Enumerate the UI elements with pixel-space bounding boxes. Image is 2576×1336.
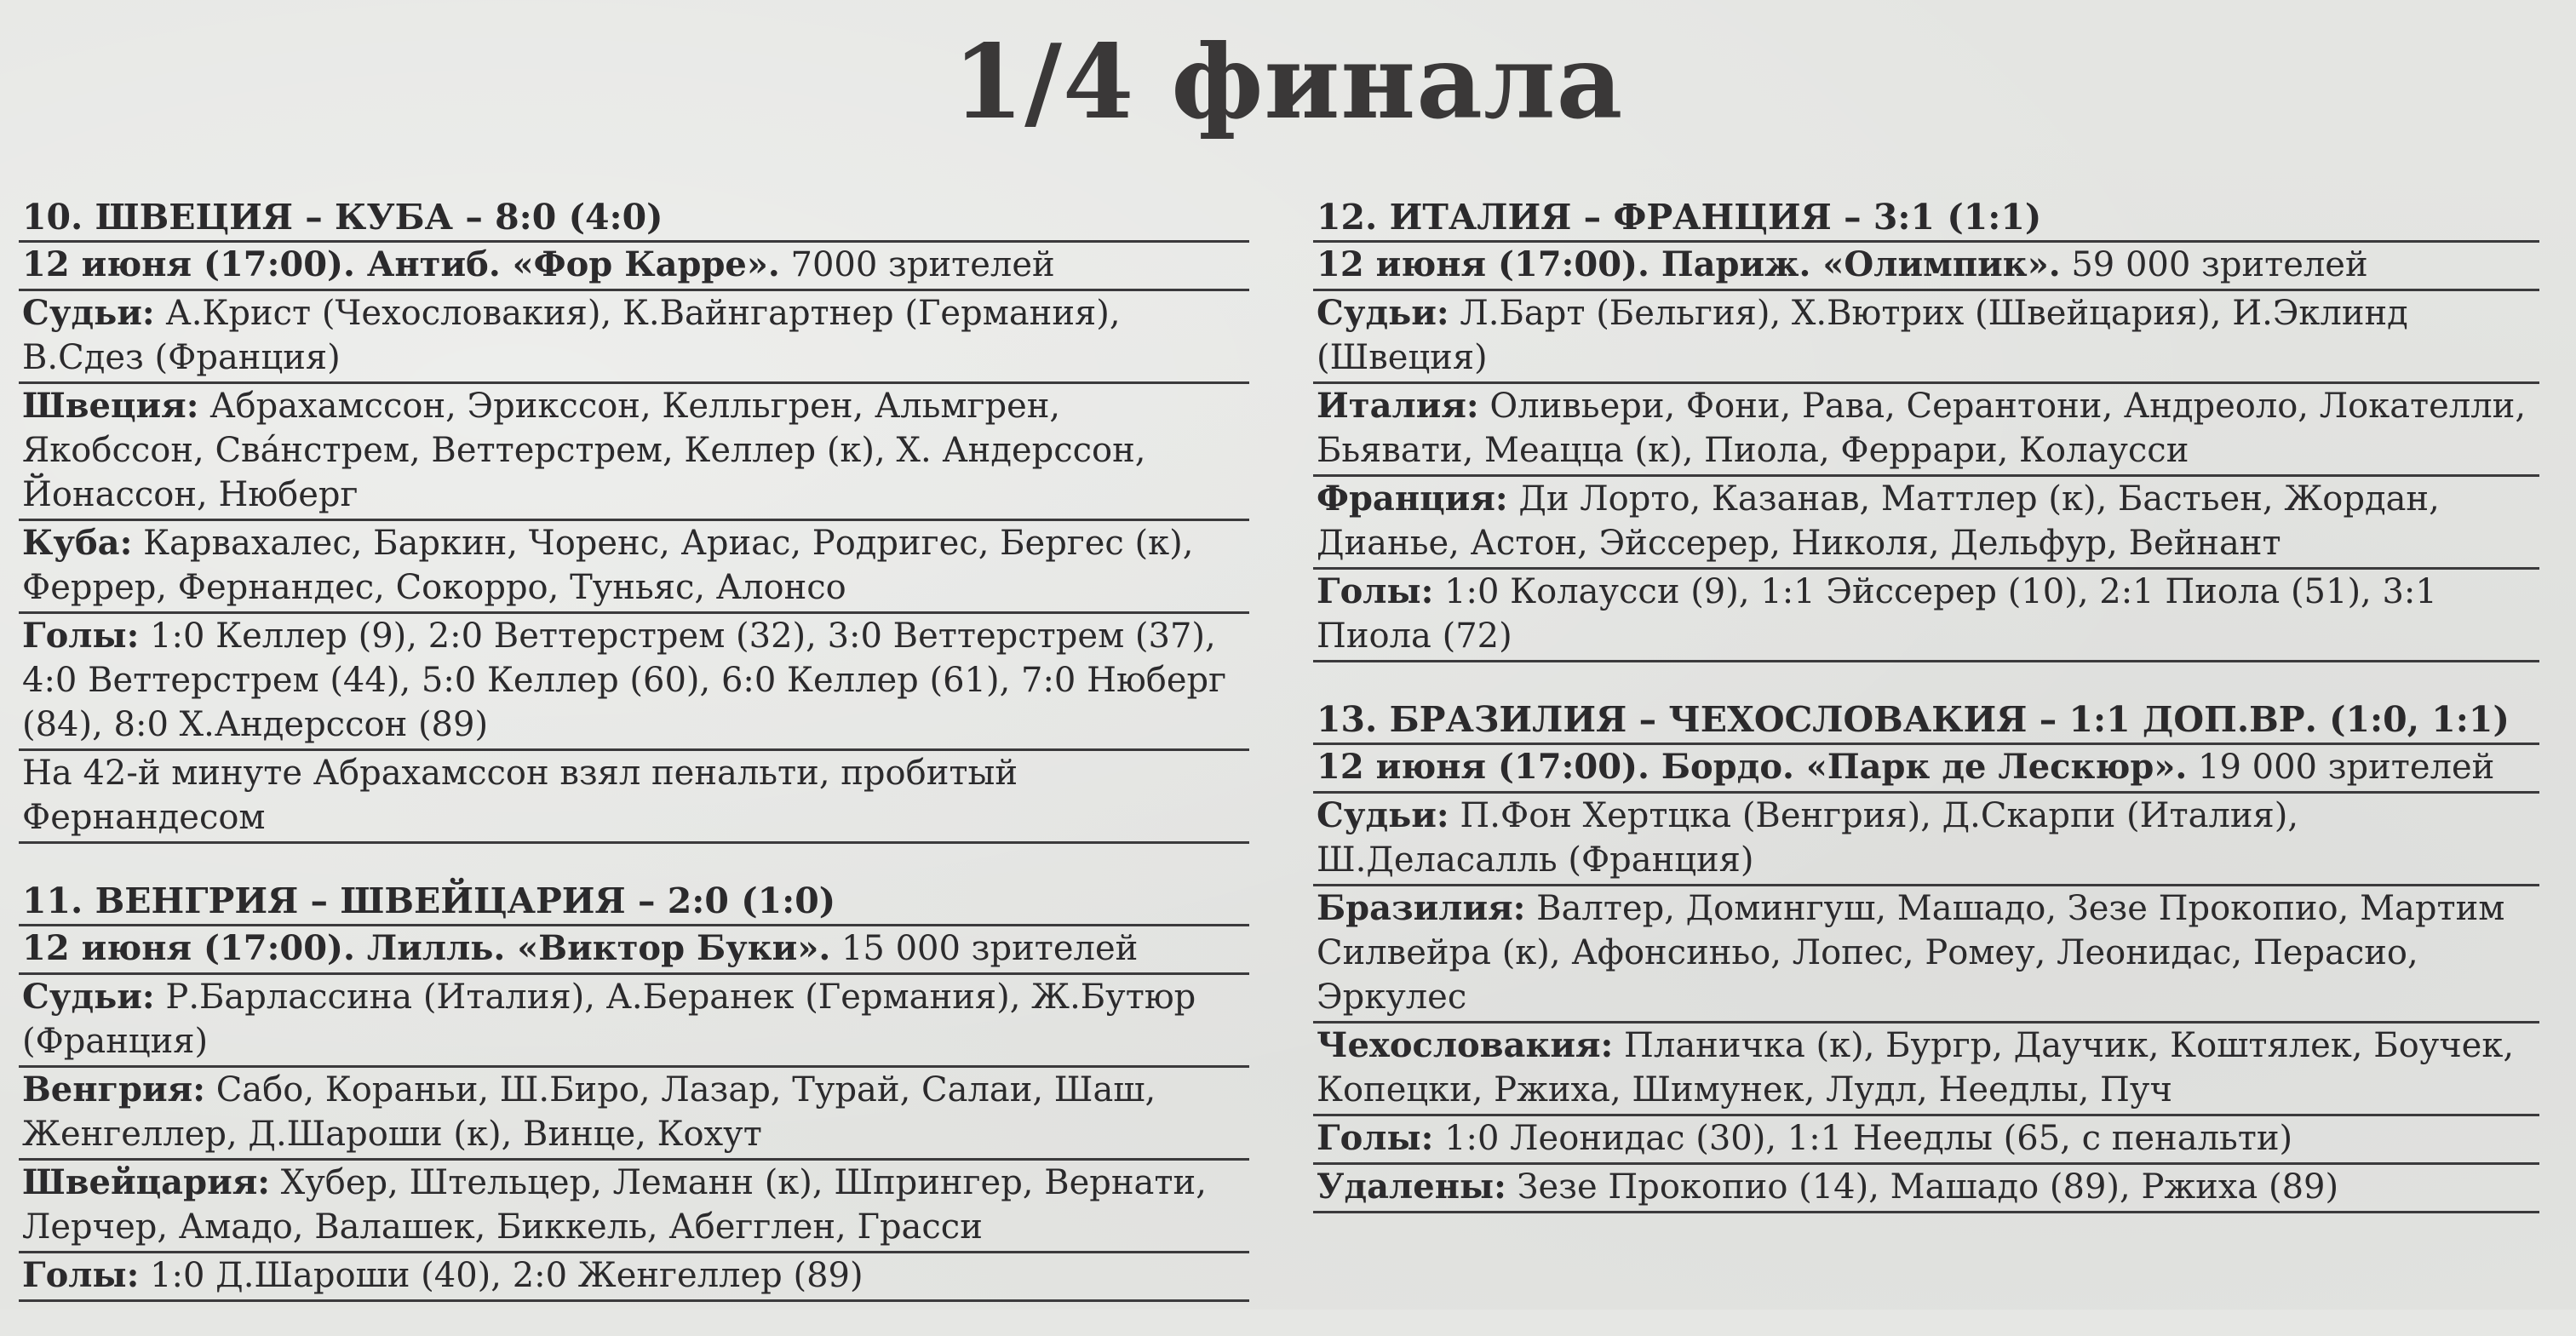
match-venue: 12 июня (17:00). Париж. «Олимпик». 59 000 зрителей bbox=[1313, 243, 2539, 291]
page-title: 1/4 финала bbox=[952, 22, 1624, 142]
team-lineup-sweden: Швеция: Абрахамссон, Эрикссон, Келльгрен, Альмгрен, Якобссон, Свáнстрем, Веттерстрем, Келлер (к), Х. Андерссон, Йонассон, Нюберг bbox=[19, 384, 1249, 521]
match-referees: Судьи: Л.Барт (Бельгия), Х.Вютрих (Швейцария), И.Эклинд (Швеция) bbox=[1313, 291, 2539, 384]
match-12 bbox=[1313, 194, 2539, 662]
match-referees: Судьи: П.Фон Хертцка (Венгрия), Д.Скарпи (Италия), Ш.Деласалль (Франция) bbox=[1313, 794, 2539, 886]
match-goals: Голы: 1:0 Леонидас (30), 1:1 Неедлы (65, с пенальти) bbox=[1313, 1116, 2539, 1165]
match-sent-off: Удалены: Зезе Прокопио (14), Машадо (89), Ржиха (89) bbox=[1313, 1165, 2539, 1213]
match-heading: 10. ШВЕЦИЯ – КУБА – 8:0 (4:0) bbox=[19, 194, 1249, 243]
left-column bbox=[19, 194, 1249, 1336]
match-venue: 12 июня (17:00). Лилль. «Виктор Буки». 15 000 зрителей bbox=[19, 926, 1249, 975]
match-10 bbox=[19, 194, 1249, 844]
match-heading: 11. ВЕНГРИЯ – ШВЕЙЦАРИЯ – 2:0 (1:0) bbox=[19, 878, 1249, 926]
match-referees: Судьи: А.Крист (Чехословакия), К.Вайнгартнер (Германия), В.Сдез (Франция) bbox=[19, 291, 1249, 384]
team-lineup-brazil: Бразилия: Валтер, Домингуш, Машадо, Зезе Прокопио, Мартим Силвейра (к), Афонсиньо, Лопес, Ромеу, Леонидас, Перасио, Эркулес bbox=[1313, 886, 2539, 1024]
match-note: На 42-й минуте Абрахамссон взял пенальти, пробитый Фернандесом bbox=[19, 751, 1249, 844]
team-lineup-hungary: Венгрия: Сабо, Кораньи, Ш.Биро, Лазар, Турай, Салаи, Шаш, Женгеллер, Д.Шароши (к), Винце, Кохут bbox=[19, 1068, 1249, 1161]
match-13 bbox=[1313, 697, 2539, 1213]
match-11 bbox=[19, 878, 1249, 1302]
team-lineup-czechoslovakia: Чехословакия: Планичка (к), Бургр, Даучик, Коштялек, Боучек, Копецки, Ржиха, Шимунек, Лудл, Неедлы, Пуч bbox=[1313, 1024, 2539, 1116]
team-lineup-cuba: Куба: Карвахалес, Баркин, Чоренс, Ариас, Родригес, Бергес (к), Феррер, Фернандес, Сокорро, Туньяс, Алонсо bbox=[19, 521, 1249, 614]
match-goals: Голы: 1:0 Келлер (9), 2:0 Веттерстрем (32), 3:0 Веттерстрем (37), 4:0 Веттерстрем (44), 5:0 Келлер (60), 6:0 Келлер (61), 7:0 Нюберг (84), 8:0 Х.Андерссон (89) bbox=[19, 614, 1249, 751]
match-goals: Голы: 1:0 Д.Шароши (40), 2:0 Женгеллер (89) bbox=[19, 1253, 1249, 1302]
right-column bbox=[1313, 194, 2539, 1247]
match-referees: Судьи: Р.Барлассина (Италия), А.Беранек (Германия), Ж.Бутюр (Франция) bbox=[19, 975, 1249, 1068]
team-lineup-france: Франция: Ди Лорто, Казанав, Маттлер (к), Бастьен, Жордан, Дианье, Астон, Эйссерер, Николя, Дельфур, Вейнант bbox=[1313, 477, 2539, 570]
match-goals: Голы: 1:0 Колаусси (9), 1:1 Эйссерер (10), 2:1 Пиола (51), 3:1 Пиола (72) bbox=[1313, 570, 2539, 662]
match-heading: 12. ИТАЛИЯ – ФРАНЦИЯ – 3:1 (1:1) bbox=[1313, 194, 2539, 243]
match-venue: 12 июня (17:00). Антиб. «Фор Карре». 7000 зрителей bbox=[19, 243, 1249, 291]
team-lineup-switzerland: Швейцария: Хубер, Штельцер, Леманн (к), Шпрингер, Вернати, Лерчер, Амадо, Валашек, Биккель, Абегглен, Грасси bbox=[19, 1161, 1249, 1253]
match-venue: 12 июня (17:00). Бордо. «Парк де Лескюр». 19 000 зрителей bbox=[1313, 745, 2539, 794]
team-lineup-italy: Италия: Оливьери, Фони, Рава, Серантони, Андреоло, Локателли, Бьявати, Меацца (к), Пиола, Феррари, Колаусси bbox=[1313, 384, 2539, 477]
match-heading: 13. БРАЗИЛИЯ – ЧЕХОСЛОВАКИЯ – 1:1 ДОП.ВР. (1:0, 1:1) bbox=[1313, 697, 2539, 745]
